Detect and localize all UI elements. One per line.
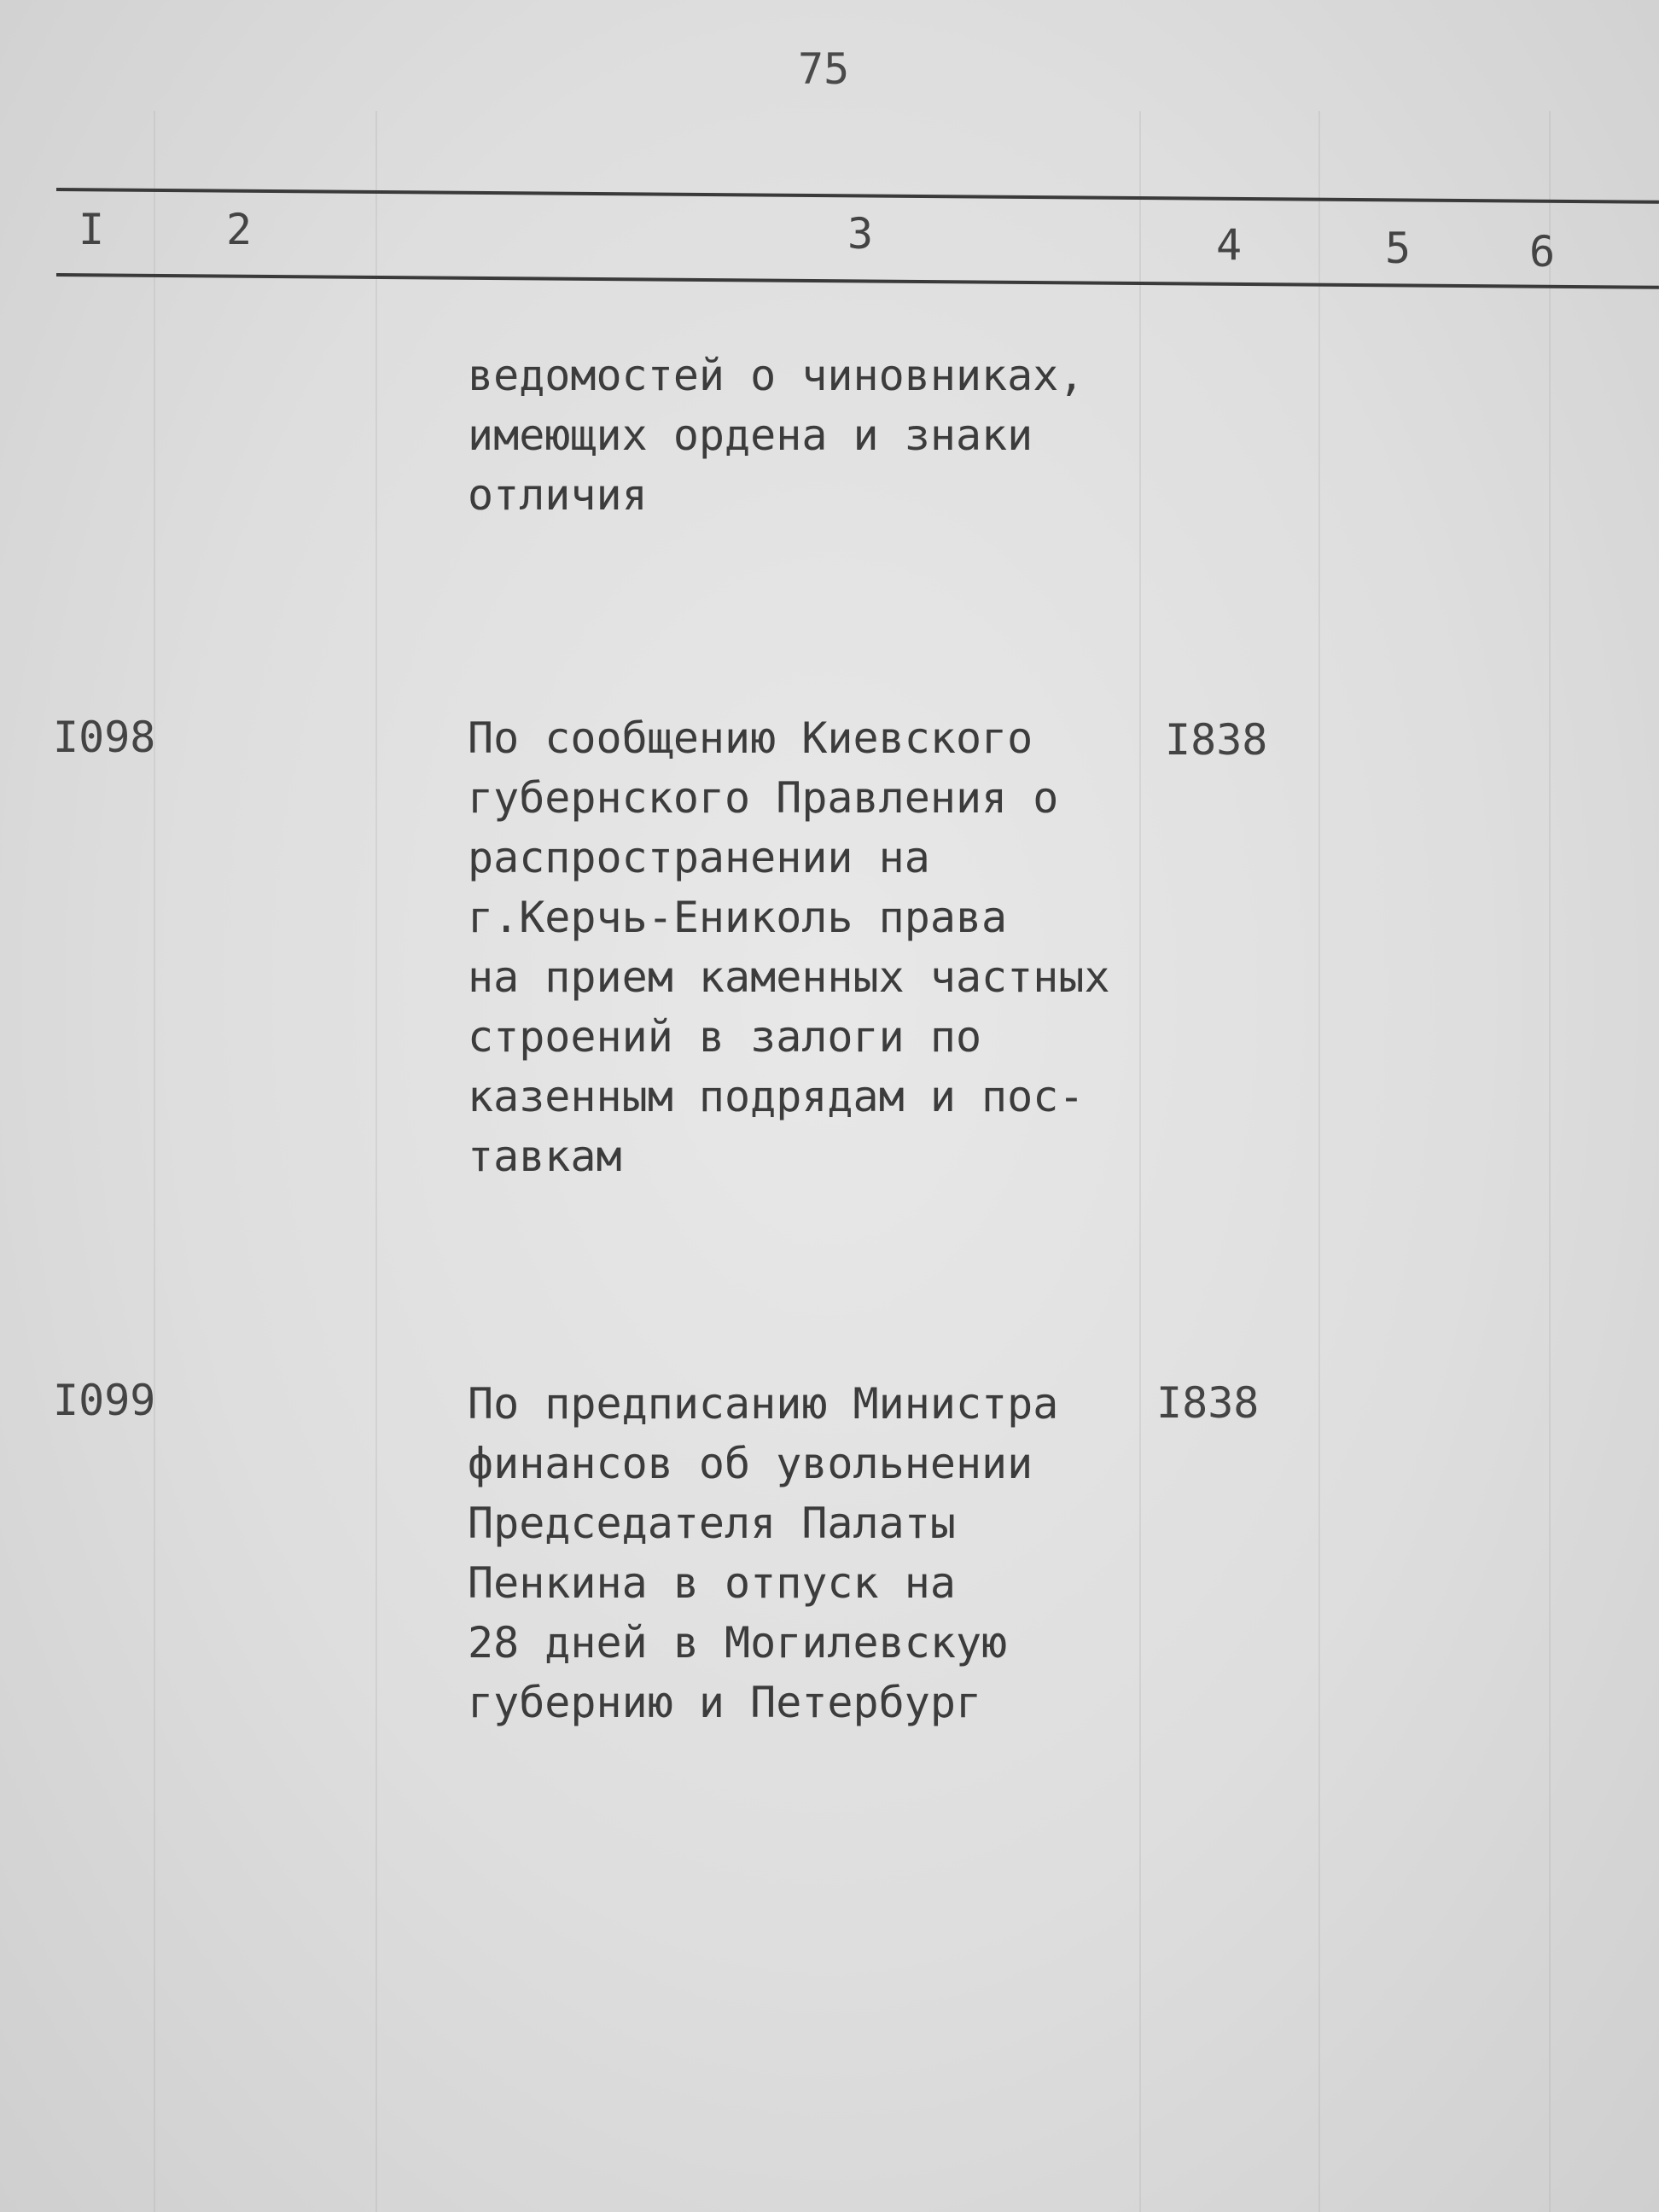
- column-number: I: [79, 205, 105, 254]
- entry-number: I098: [53, 713, 156, 762]
- entry-number: I099: [53, 1376, 156, 1425]
- entry-year: I838: [1165, 715, 1268, 765]
- ruling-line: [375, 111, 377, 2212]
- column-number: 6: [1529, 227, 1556, 276]
- column-number: 3: [847, 209, 874, 259]
- page-number: 75: [798, 44, 850, 94]
- ruling-line: [154, 111, 155, 2212]
- column-number: 4: [1216, 220, 1243, 270]
- entry-description: По предписанию Министра финансов об увольнении Председателя Палаты Пенкина в отпуск на 28 дней в Могилевскую губернию и Петербург: [468, 1379, 1059, 1727]
- column-number: 2: [226, 205, 253, 254]
- entry-year: I838: [1156, 1378, 1260, 1428]
- entry-description: По сообщению Киевского губернского Правления о распространении на г.Керчь-Еникол﻿ь права на прием каменных частных строений в залоги по казенным подрядам и пос- тавкам: [468, 713, 1110, 1181]
- header-bottom-rule: [56, 273, 1659, 289]
- entry-description: ведомостей о чиновниках, имеющих ордена и знаки отличия: [468, 351, 1085, 520]
- ruling-line: [1318, 111, 1320, 2212]
- ruling-line: [1549, 111, 1551, 2212]
- column-number: 5: [1385, 224, 1412, 273]
- header-top-rule: [56, 188, 1659, 204]
